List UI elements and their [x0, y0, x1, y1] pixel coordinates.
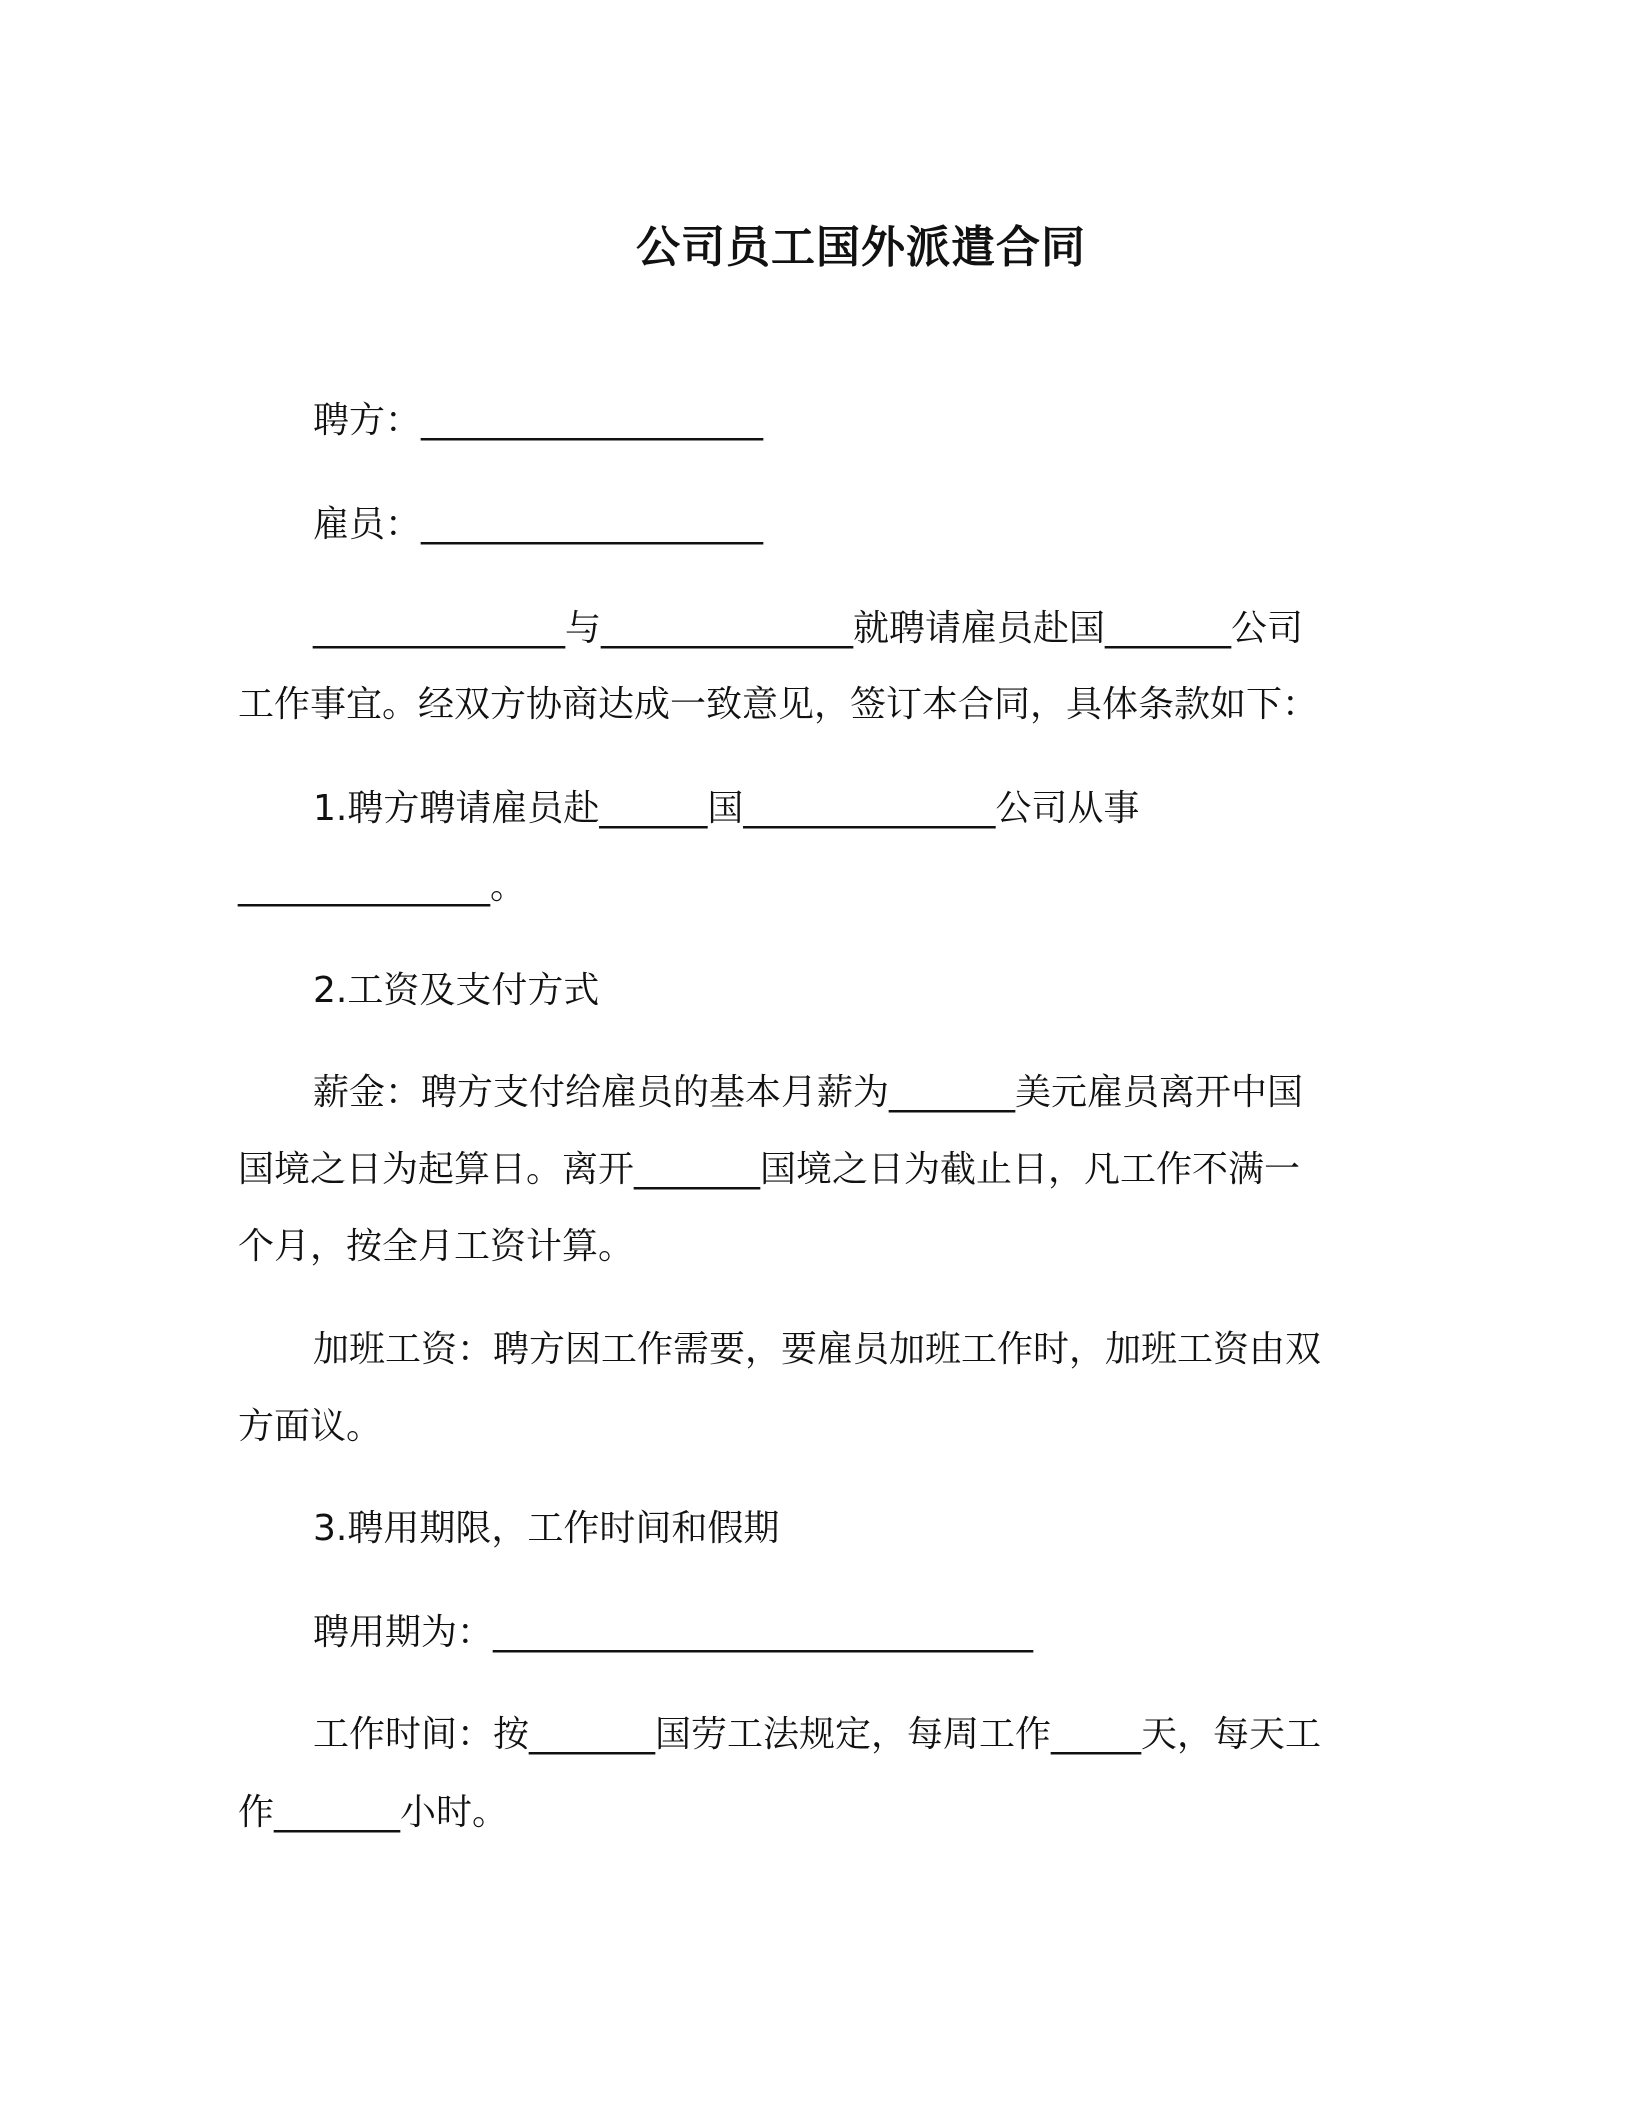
term-line: 聘用期为：______________________________: [313, 1612, 1034, 1653]
clause-2-heading: 2.工资及支付方式: [313, 970, 600, 1011]
salary-paragraph-line-3: 个月，按全月工资计算。: [238, 1226, 635, 1267]
working-hours-line-2: 作_______小时。: [238, 1792, 509, 1833]
document-title: 公司员工国外派遣合同: [636, 222, 1086, 273]
clause-1-line-1: 1.聘方聘请雇员赴______国______________公司从事: [313, 788, 1140, 829]
overtime-paragraph-line-2: 方面议。: [238, 1406, 383, 1447]
intro-paragraph-line-2: 工作事宜。经双方协商达成一致意见，签订本合同，具体条款如下：: [238, 684, 1319, 725]
overtime-paragraph-line-1: 加班工资：聘方因工作需要，要雇员加班工作时，加班工资由双: [313, 1329, 1322, 1370]
employee-line: 雇员：___________________: [313, 504, 764, 545]
intro-paragraph-line-1: ______________与______________就聘请雇员赴国_______公司: [313, 608, 1304, 649]
clause-3-heading: 3.聘用期限，工作时间和假期: [313, 1508, 780, 1549]
employer-line: 聘方：___________________: [313, 400, 764, 441]
working-hours-line-1: 工作时间：按_______国劳工法规定，每周工作_____天，每天工: [313, 1714, 1322, 1755]
salary-paragraph-line-2: 国境之日为起算日。离开_______国境之日为截止日，凡工作不满一: [238, 1149, 1301, 1190]
salary-paragraph-line-1: 薪金：聘方支付给雇员的基本月薪为_______美元雇员离开中国: [313, 1072, 1304, 1113]
clause-1-line-2: ______________。: [238, 866, 526, 907]
